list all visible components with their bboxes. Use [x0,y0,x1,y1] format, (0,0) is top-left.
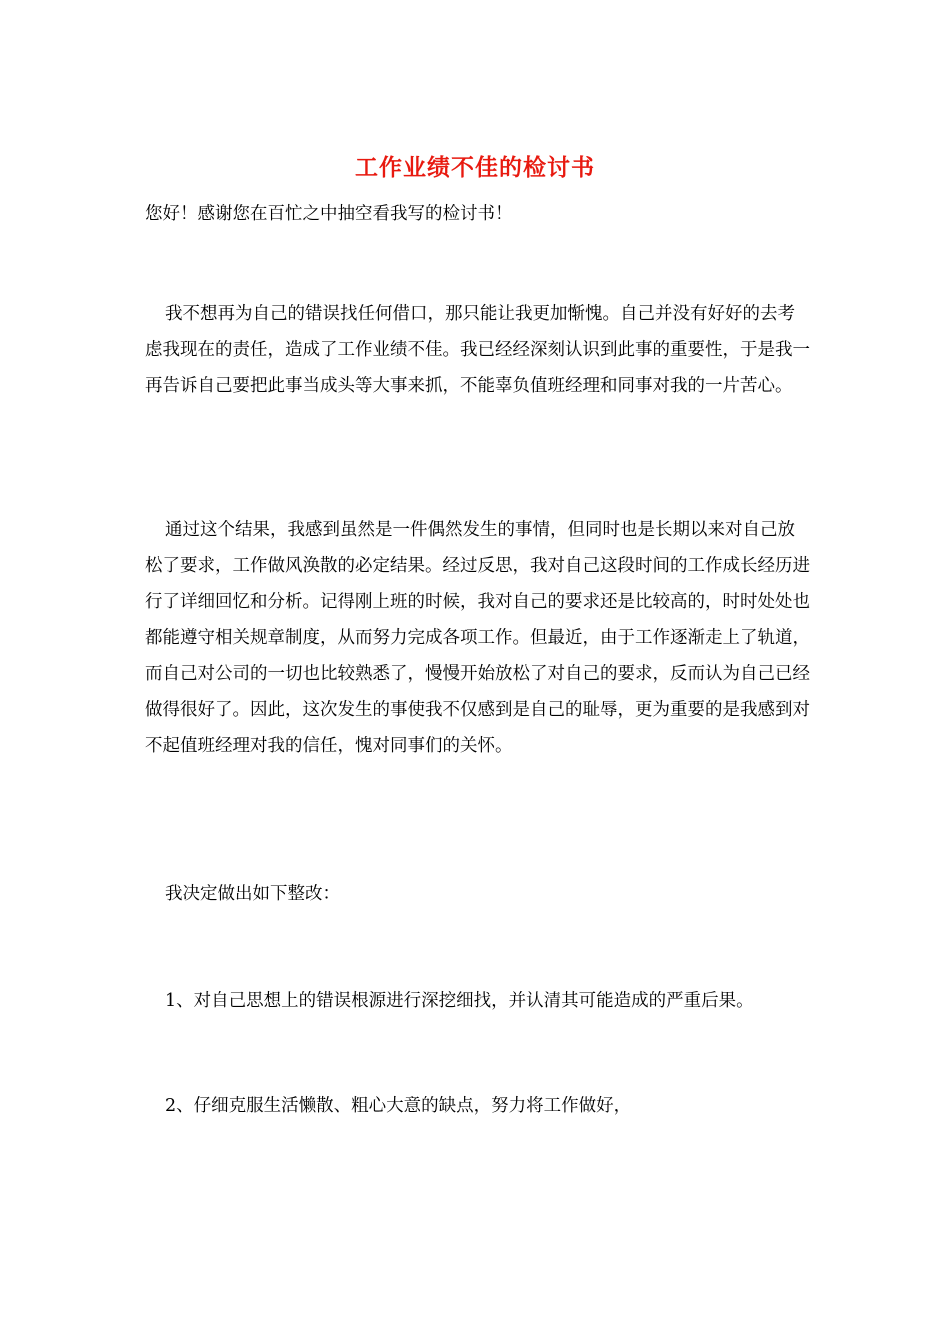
body-paragraph-3: 我决定做出如下整改： [165,884,340,904]
document-title: 工作业绩不佳的检讨书 [355,154,595,181]
greeting-line: 您好！感谢您在百忙之中抽空看我写的检讨书！ [145,204,513,224]
list-item-1: 1、对自己思想上的错误根源进行深挖细找，并认清其可能造成的严重后果。 [165,991,754,1011]
list-item-2: 2、仔细克服生活懒散、粗心大意的缺点，努力将工作做好， [165,1096,632,1116]
body-paragraph-1: 我不想再为自己的错误找任何借口，那只能让我更加惭愧。自己并没有好好的去考虑我现在的责任，造成了工作业绩不佳。我已经经深刻认识到此事的重要性，于是我一再告诉自己要把此事当成头等大事来抓，不能辜负值班经理和同事对我的一片苦心。 [145,304,810,396]
body-paragraph-2: 通过这个结果，我感到虽然是一件偶然发生的事情，但同时也是长期以来对自己放松了要求，工作做风涣散的必定结果。经过反思，我对自己这段时间的工作成长经历进行了详细回忆和分析。记得刚上班的时候，我对自己的要求还是比较高的，时时处处也都能遵守相关规章制度，从而努力完成各项工作。但最近，由于工作逐渐走上了轨道，而自己对公司的一切也比较熟悉了，慢慢开始放松了对自己的要求，反而认为自己已经做得很好了。因此，这次发生的事使我不仅感到是自己的耻辱，更为重要的是我感到对不起值班经理对我的信任，愧对同事们的关怀。 [145,520,810,756]
